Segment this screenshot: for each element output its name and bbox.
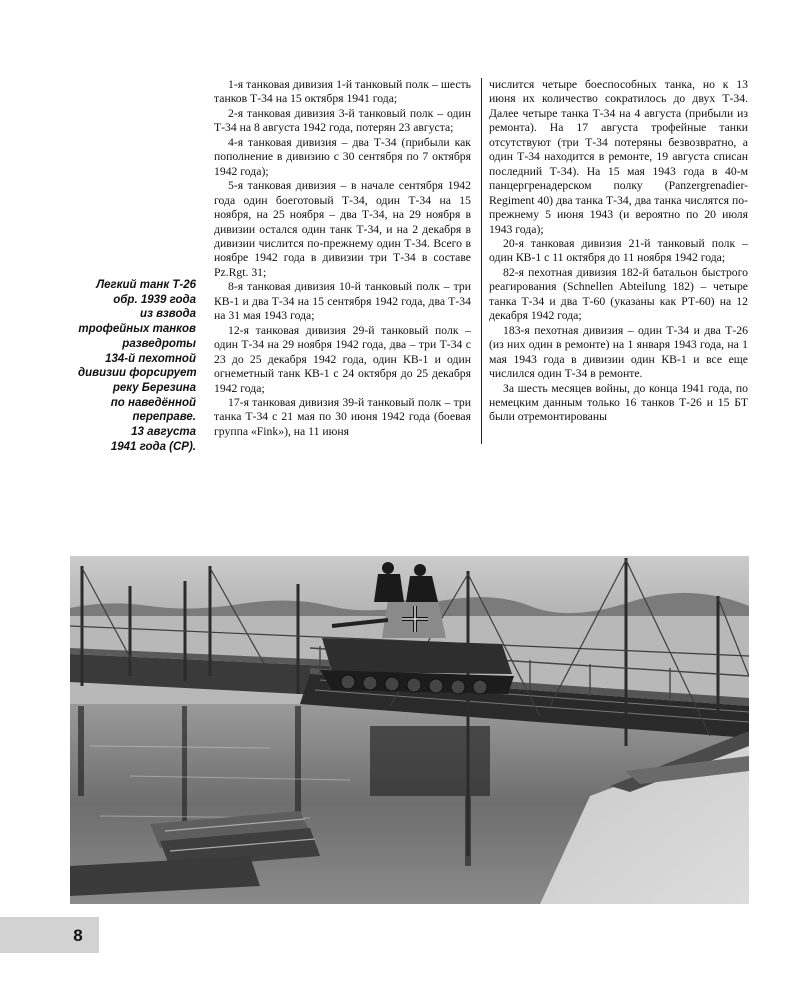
caption-line: по наведённой — [110, 396, 196, 409]
paragraph: 20-я танковая дивизия 21-й танковый полк – один КВ-1 с 11 октября до 11 ноября 1942 года; — [489, 236, 748, 265]
paragraph: 183-я пехотная дивизия – один Т-34 и два Т-26 (из них один в ремонте) на 1 января 1943 года, на 1 мая 1943 года в дивизии один КВ-1 и все еще числился один Т-34 в ремонте. — [489, 323, 748, 381]
caption-line: 1941 года (СР). — [110, 440, 196, 453]
paragraph: 2-я танковая дивизия 3-й танковый полк – один Т-34 на 8 августа 1942 года, потерян 23 августа; — [214, 106, 471, 135]
paragraph: 1-я танковая дивизия 1-й танковый полк – шесть танков Т-34 на 15 октября 1941 года; — [214, 78, 471, 106]
text-column-left — [214, 78, 471, 444]
caption-line: дивизии форсирует — [78, 367, 197, 380]
caption-line: 13 августа — [131, 426, 196, 439]
caption-line: разведроты — [122, 337, 196, 350]
caption-line: из взвода — [140, 308, 196, 321]
photo-caption — [78, 278, 196, 454]
caption-line: 134-й пехотной — [105, 352, 196, 365]
paragraph-continued: числится четыре боеспособных танка, но к 13 июня их количество сократилось до двух Т-34. Далее четыре танка Т-34 на 4 августа (прибыли из ремонта). На 17 августа трофейные танки отсутствуют (три Т-34 потеряны безвозвратно, а один Т-34 находится в ремонте, 19 августа списан последний Т-34). На 15 мая 1943 года в 40-м панцергренадерском полку (Panzergrenadier-Regiment 40) два танка Т-34, два танка числятся по-прежнему 5 июня 1943 (и вероятно по 20 июля 1943 года); — [489, 78, 748, 236]
caption-line: трофейных танков — [78, 323, 196, 336]
paragraph: 5-я танковая дивизия – в начале сентября 1942 года один боеготовый Т-34, один Т-34 на 15 ноября, на 25 ноября – два Т-34, на 29 ноября в дивизии остался один танк Т-34, и на 2 декабря в дивизии числится по-прежнему один Т-34. Всего в ноябре 1942 года в дивизии три Т-34 в составе Pz.Rgt. 31; — [214, 179, 471, 279]
page-number: 8 — [73, 926, 83, 945]
paragraph: 12-я танковая дивизия 29-й танковый полк – один Т-34 на 29 ноября 1942 года, два – три Т-34 с 23 до 25 декабря 1942 года, один КВ-1 и один огнеметный танк КВ-1 с 24 октября до 25 декабря 1942 года; — [214, 323, 471, 395]
paragraph: За шесть месяцев войны, до конца 1941 года, по немецким данным только 16 танков Т-26 и 15 БТ были отремонтированы — [489, 381, 748, 424]
caption-line: переправе. — [132, 411, 196, 424]
caption-line: Легкий танк Т-26 — [96, 279, 196, 291]
caption-line: обр. 1939 года — [113, 293, 196, 306]
photo-illustration — [70, 556, 749, 904]
paragraph: 8-я танковая дивизия 10-й танковый полк – три КВ-1 и два Т-34 на 15 сентября 1942 года, два Т-34 на 31 мая 1943 года; — [214, 280, 471, 323]
paragraph: 17-я танковая дивизия 39-й танковый полк – три танка Т-34 с 21 мая по 30 июня 1942 года (боевая группа «Fink»), на 11 июня — [214, 395, 471, 438]
text-column-right — [489, 78, 748, 444]
column-divider — [481, 78, 482, 444]
caption-line: реку Березина — [112, 381, 196, 394]
paragraph: 82-я пехотная дивизия 182-й батальон быстрого реагирования (Schnellen Abteilung 182) – четыре танка Т-34 и два Т-60 (указаны как РТ-60) на 12 декабря 1942 года; — [489, 265, 748, 323]
paragraph: 4-я танковая дивизия – два Т-34 (прибыли как пополнение в дивизию с 30 сентября по 7 октября 1942 года); — [214, 135, 471, 178]
tank-crossing-photo — [70, 556, 749, 904]
